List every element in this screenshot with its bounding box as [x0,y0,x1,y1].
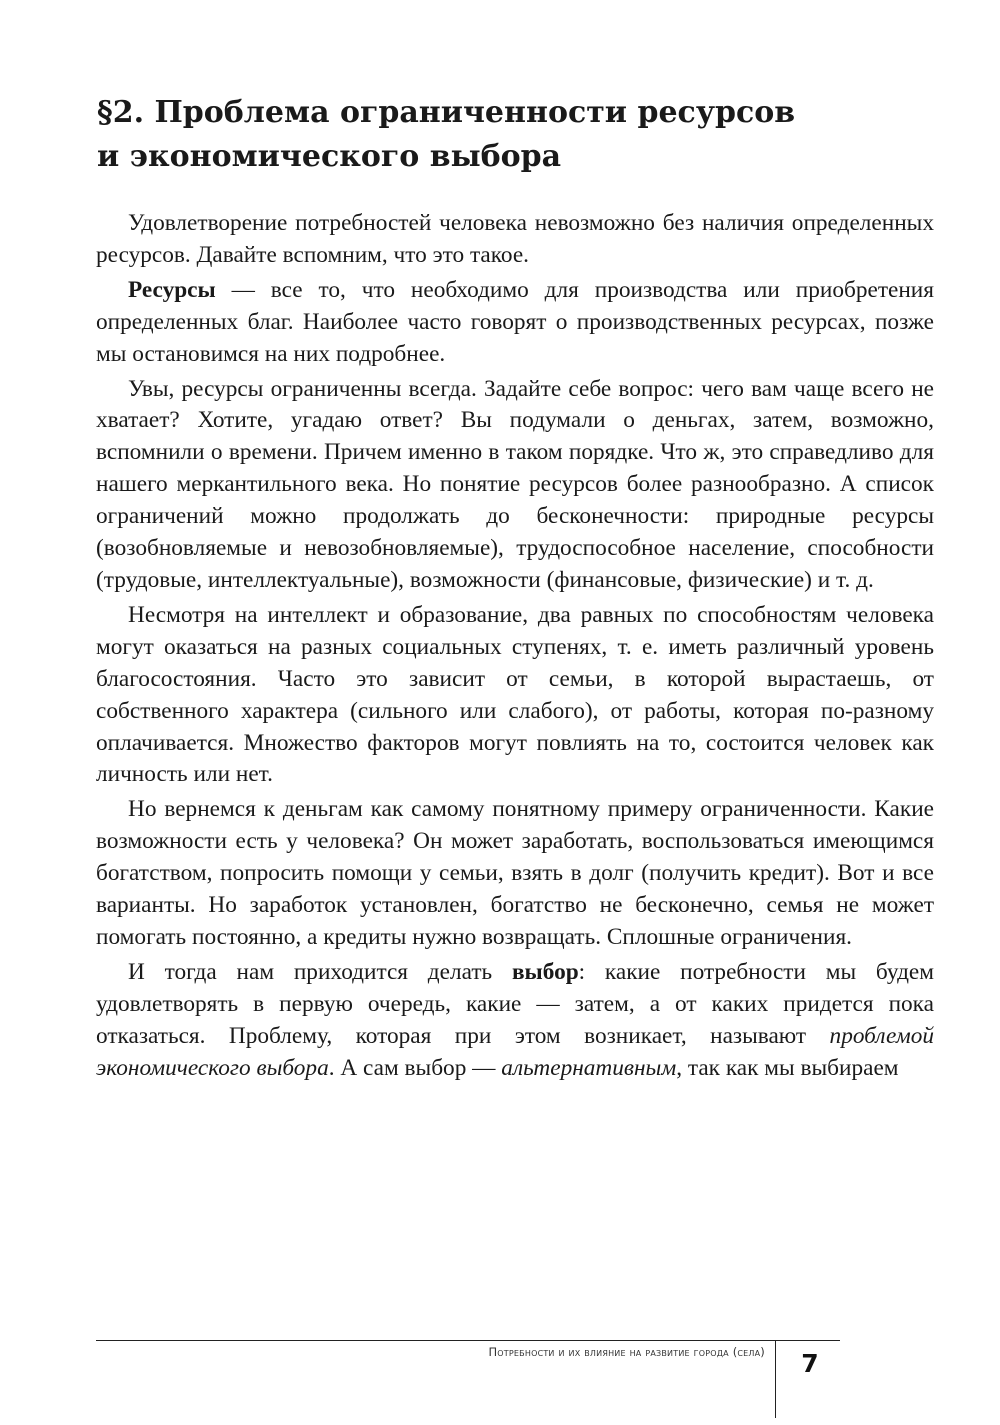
footer-rule [96,1340,840,1341]
paragraph-5: Но вернемся к деньгам как самому понятному примеру ограниченности. Какие возможности есть у человека? Он может заработать, воспользоваться имеющимся богатством, попросить помощи у семьи, взять в долг (получить кредит). Вот и все варианты. Но заработок установлен, богатство не бесконечно, семья не может помогать постоянно, а кредиты нужно возвращать. Сплошные ограничения. [96,796,934,950]
body-text [96,208,934,1084]
footer-divider [775,1340,776,1418]
paragraph-2-text: — все то, что необходимо для производства или приобретения определенных благ. Наиболее часто говорят о производственных ресурсах, позже мы остановимся на них подробнее. [96,276,934,367]
section-heading-line-2: и экономического выбора [97,139,562,174]
paragraph-6-text-b: : какие потребности мы будем удовлетворять в первую очередь, какие — затем, а от каких придется пока отказаться. Проблему, которая при этом возникает, называют [96,958,934,1049]
page-number: 7 [801,1349,819,1378]
paragraph-6 [96,957,934,1085]
term-alternative: альтернативным [501,1054,677,1081]
paragraph-1: Удовлетворение потребностей человека невозможно без наличия определенных ресурсов. Давайте вспомним, что это такое. [96,210,934,268]
paragraph-3: Увы, ресурсы ограниченны всегда. Задайте себе вопрос: чего вам чаще всего не хватает? Хотите, угадаю ответ? Вы подумали о деньгах, затем, возможно, вспомнили о времени. Причем именно в таком порядке. Что ж, это справедливо для нашего меркантильного века. Но понятие ресурсов более разнообразно. А список ограничений можно продолжать до бесконечности: природные ресурсы (возобновляемые и невозобновляемые), трудоспособное население, способности (трудовые, интеллектуальные), возможности (финансовые, физические) и т. д. [96,375,934,593]
paragraph-2 [96,275,934,371]
section-heading-line-1: §2. Проблема ограниченности ресурсов [97,95,796,130]
term-economic-choice-problem: проблемой экономического выбора [96,1022,934,1081]
paragraph-4: Несмотря на интеллект и образование, два равных по способностям человека могут оказаться на разных социальных ступенях, т. е. иметь различный уровень благосостояния. Часто это зависит от семьи, в которой вырастаешь, от собственного характера (сильного или слабого), от работы, которая по-разному оплачивается. Множество факторов могут повлиять на то, состоится человек как личность или нет. [96,601,934,788]
paragraph-6-text-a: И тогда нам приходится делать [128,958,512,985]
running-title: Потребности и их влияние на развитие города (села) [488,1345,765,1359]
term-choice: выбор [511,958,579,985]
paragraph-6-text-d: , так как мы выбираем [676,1054,899,1081]
term-resources: Ресурсы [128,276,216,303]
section-heading [97,91,937,179]
paragraph-6-text-c: . А сам выбор — [328,1054,502,1081]
